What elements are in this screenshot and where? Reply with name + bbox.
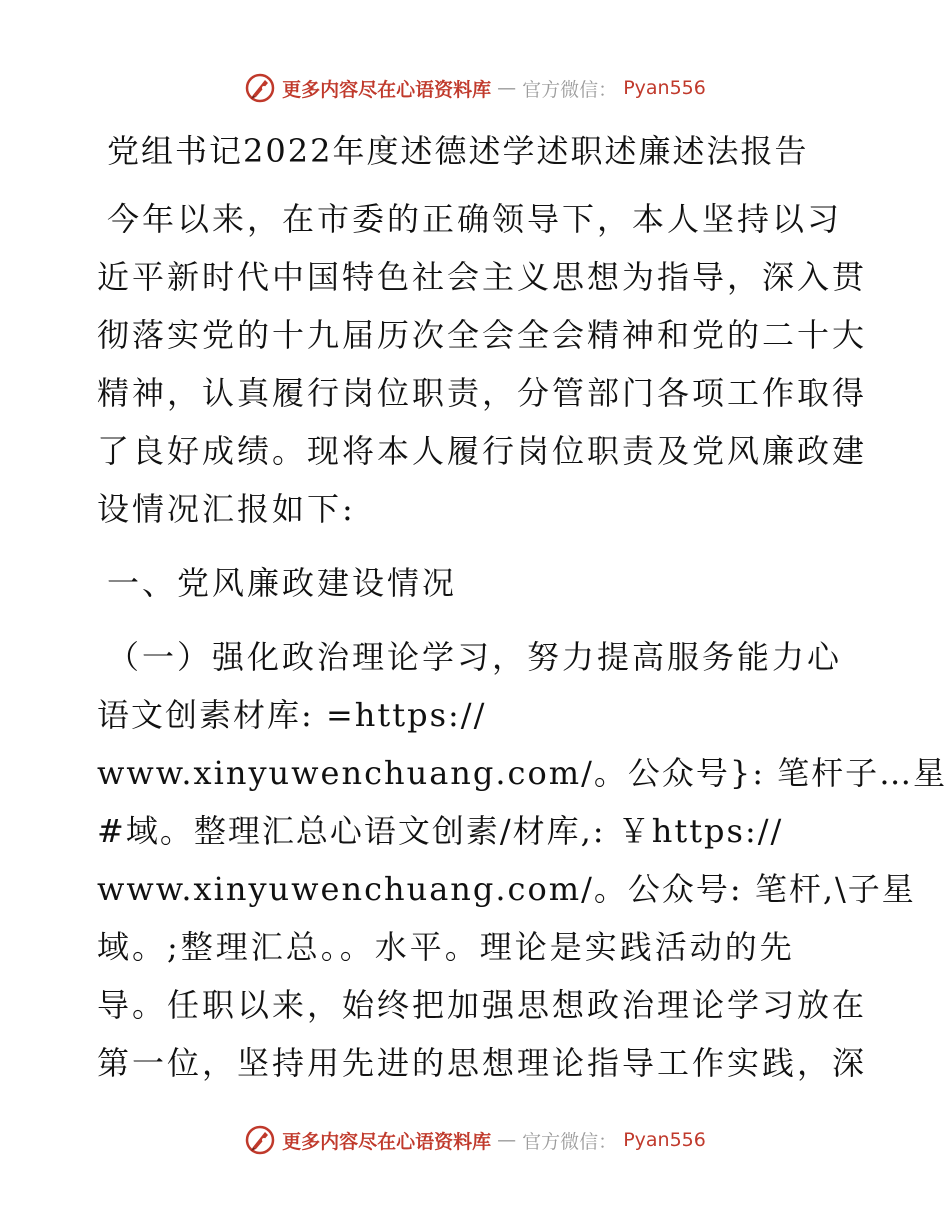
watermark-footer — [0, 1124, 950, 1156]
watermark-text: 更多内容尽在心语资料库 — [282, 1130, 492, 1153]
document-body — [97, 190, 948, 1092]
body-line: 今年以来，在市委的正确领导下，本人坚持以习 — [107, 200, 843, 238]
subsection-heading: （一）强化政治理论学习，努力提高服务能力心 — [107, 638, 843, 676]
body-line: 导。任职以来，始终把加强思想政治理论学习放在 — [97, 986, 868, 1024]
watermark-text: 更多内容尽在心语资料库 — [282, 78, 492, 101]
watermark-separator: — — [497, 77, 517, 99]
section-heading: 一、党风廉政建设情况 — [107, 564, 458, 602]
body-line: 设情况汇报如下: — [97, 490, 356, 528]
body-line: 域。;整理汇总。。水平。理论是实践活动的先 — [97, 928, 795, 966]
body-line: 第一位，坚持用先进的思想理论指导工作实践，深 — [97, 1044, 868, 1082]
body-line: www.xinyuwenchuang.com/。公众号}: 笔杆子…星 — [97, 754, 948, 792]
document-title: 党组书记2022年度述德述学述职述廉述法报告 — [107, 132, 809, 170]
watermark-label: 官方微信： — [522, 1130, 618, 1153]
watermark-wechat-id: Pyan556 — [623, 1129, 706, 1151]
quill-pen-logo-icon — [244, 1124, 276, 1156]
body-line: #域。整理汇总心语文创素/材库,: ￥https:// — [97, 812, 784, 850]
watermark-wechat-id: Pyan556 — [623, 77, 706, 99]
body-line: 彻落实党的十九届历次全会全会精神和党的二十大 — [97, 316, 868, 354]
body-line: 近平新时代中国特色社会主义思想为指导，深入贯 — [97, 258, 868, 296]
watermark-label: 官方微信： — [522, 78, 618, 101]
body-line: 语文创素材库: =https:// — [97, 696, 487, 734]
body-line: 了良好成绩。现将本人履行岗位职责及党风廉政建 — [97, 432, 868, 470]
watermark-header — [0, 72, 950, 104]
watermark-separator: — — [497, 1129, 517, 1151]
quill-pen-logo-icon — [244, 72, 276, 104]
body-line: www.xinyuwenchuang.com/。公众号: 笔杆,\子星 — [97, 870, 916, 908]
body-line: 精神，认真履行岗位职责，分管部门各项工作取得 — [97, 374, 868, 412]
